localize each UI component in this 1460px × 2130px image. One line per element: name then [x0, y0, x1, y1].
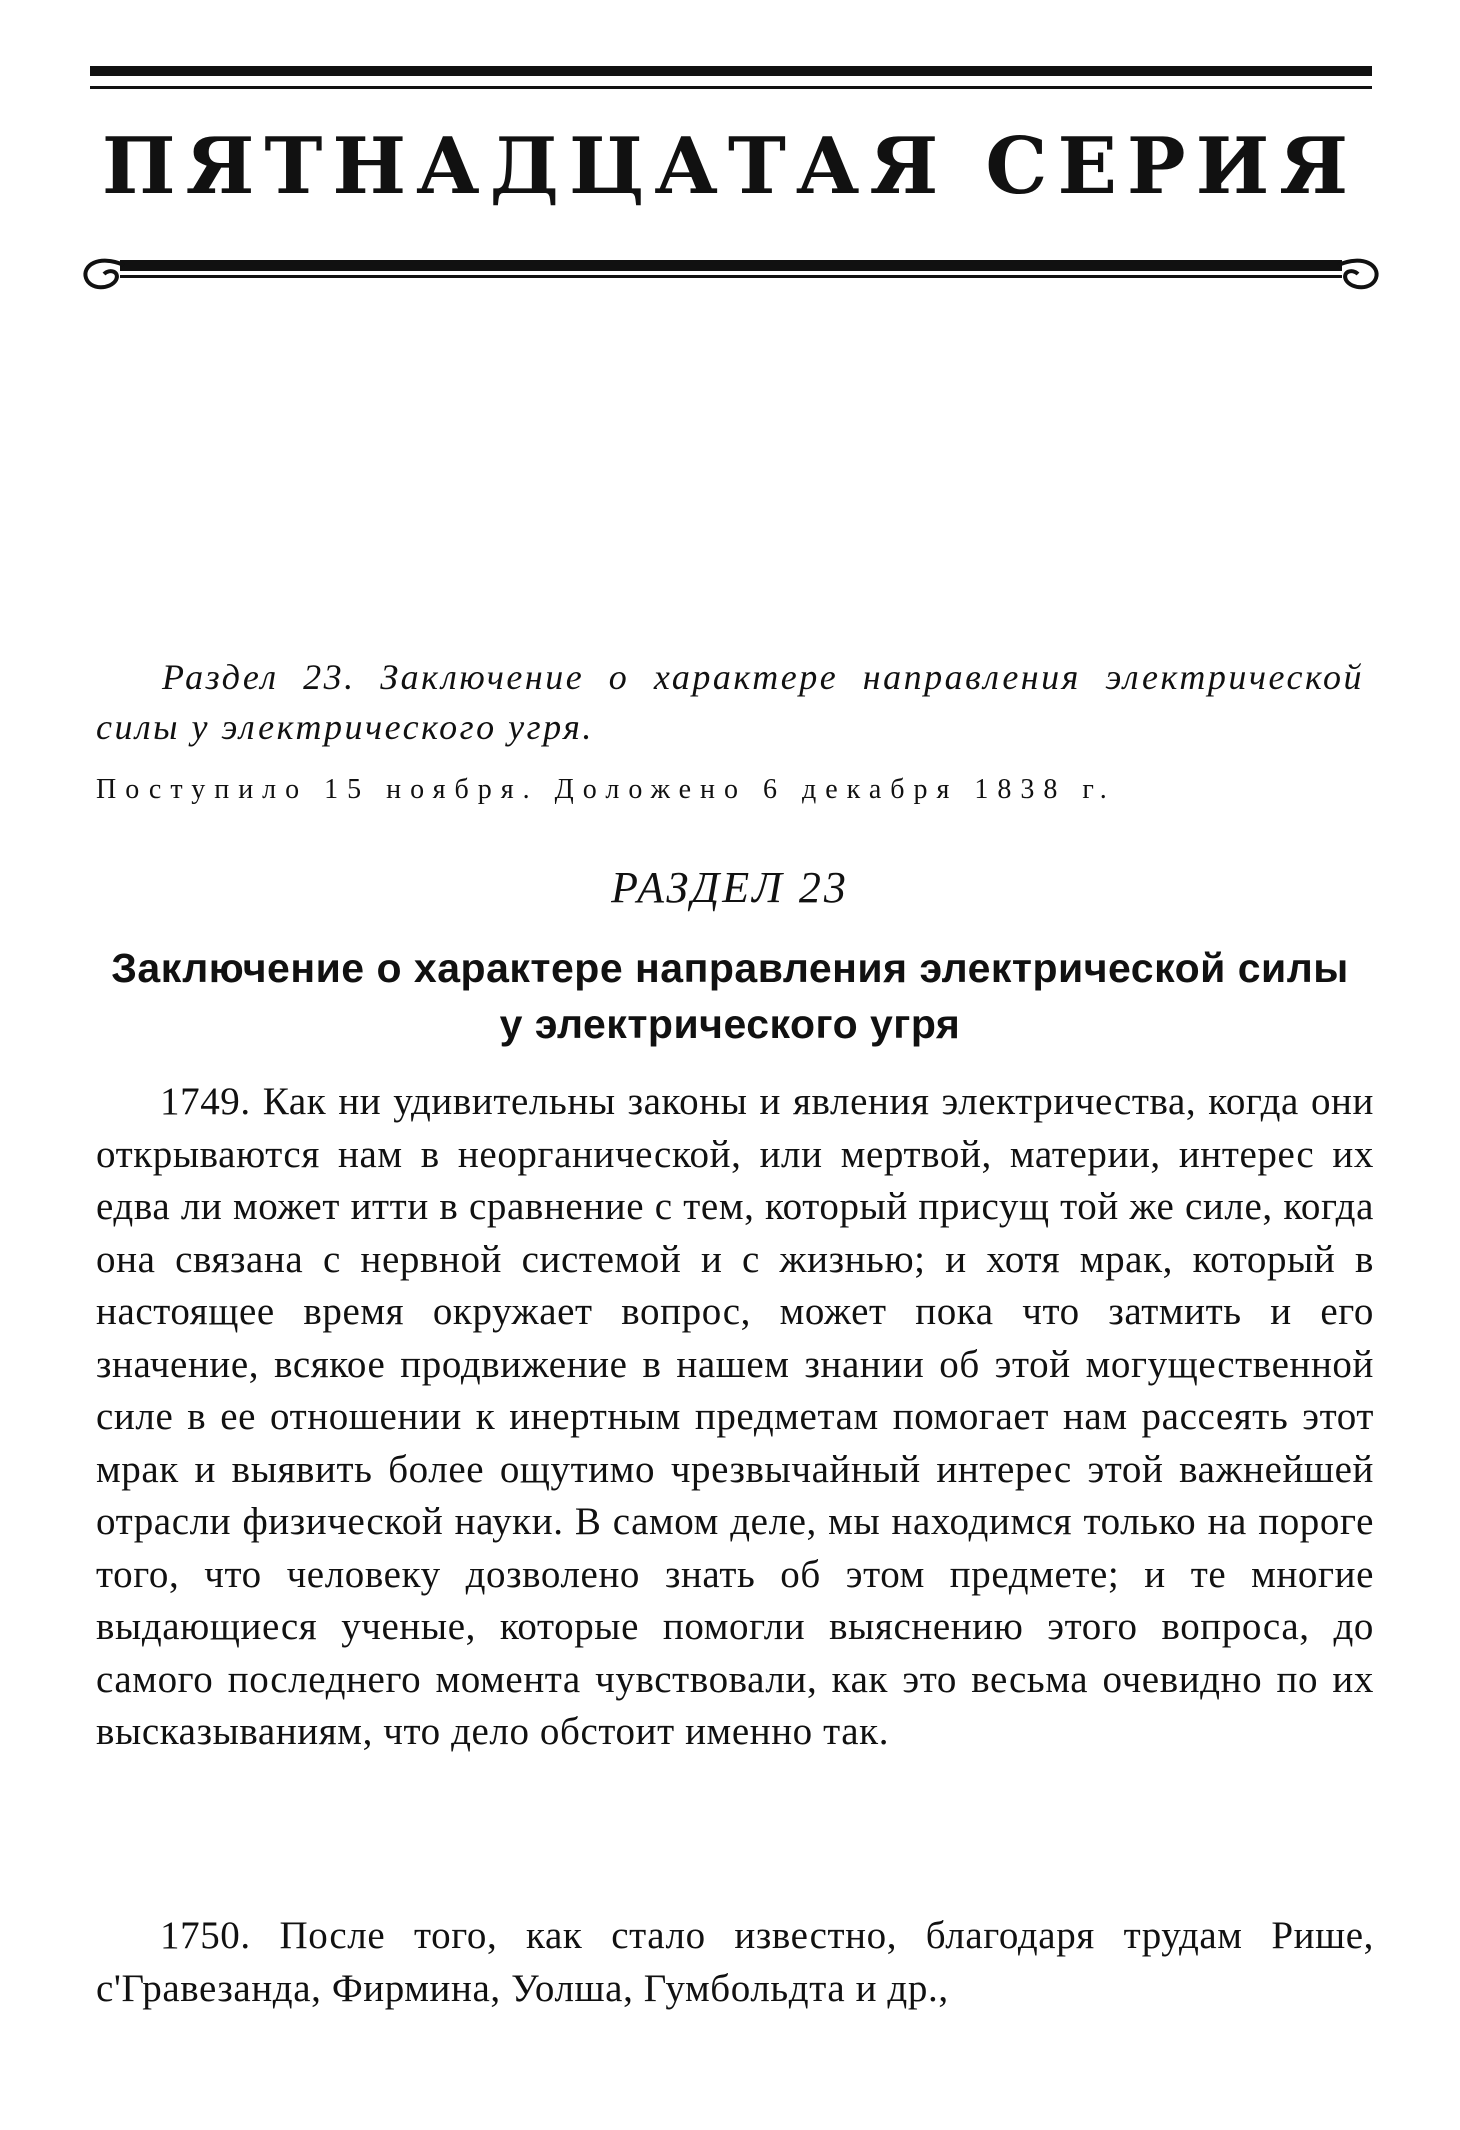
abstract-line-2: силы у электрического угря. — [96, 707, 594, 747]
section-title-line-1: Заключение о характере направления электрической силы — [111, 945, 1349, 991]
section-label: РАЗДЕЛ 23 — [611, 863, 849, 912]
series-title: ПЯТНАДЦАТАЯ СЕРИЯ — [101, 121, 1359, 212]
received-note: Поступило 15 ноября. Доложено 6 декабря 1838 г. — [96, 774, 1116, 805]
paragraph-1750: 1750. После того, как стало известно, благодаря трудам Рише, с'Гравезанда, Фирмина, Уолша, Гумбольдта и др., — [96, 1914, 1374, 2010]
ornamental-rule — [80, 250, 1382, 296]
top-rule-thin — [90, 86, 1372, 89]
paragraph-1749: 1749. Как ни удивительны законы и явления электричества, когда они открываются нам в неорганической, или мертвой, материи, интерес их едва ли может итти в сравнение с тем, который присущ той же силе, когда она связана с нервной системой и с жизнью; и хотя мрак, который в настоящее время окружает вопрос, может пока что затмить и его значение, всякое продвижение в нашем знании об этой могущественной силе в ее отношении к инертным предметам помогает нам рассеять этот мрак и выявить более ощутимо чрезвычайный интерес этой важнейшей отрасли физической науки. В самом деле, мы находимся только на пороге того, что человеку дозволено знать об этом предмете; и те многие выдающиеся ученые, которые помогли выяснению этого вопроса, до самого последнего момента чувствовали, как это весьма очевидно по их высказываниям, что дело обстоит именно так. — [96, 1080, 1374, 1753]
section-title — [90, 940, 1370, 1052]
section-title-line-2: у электрического угря — [499, 1001, 961, 1047]
top-rule-thick — [90, 66, 1372, 76]
abstract-line-1: Раздел 23. Заключение о характере направления электрической — [162, 657, 1364, 697]
